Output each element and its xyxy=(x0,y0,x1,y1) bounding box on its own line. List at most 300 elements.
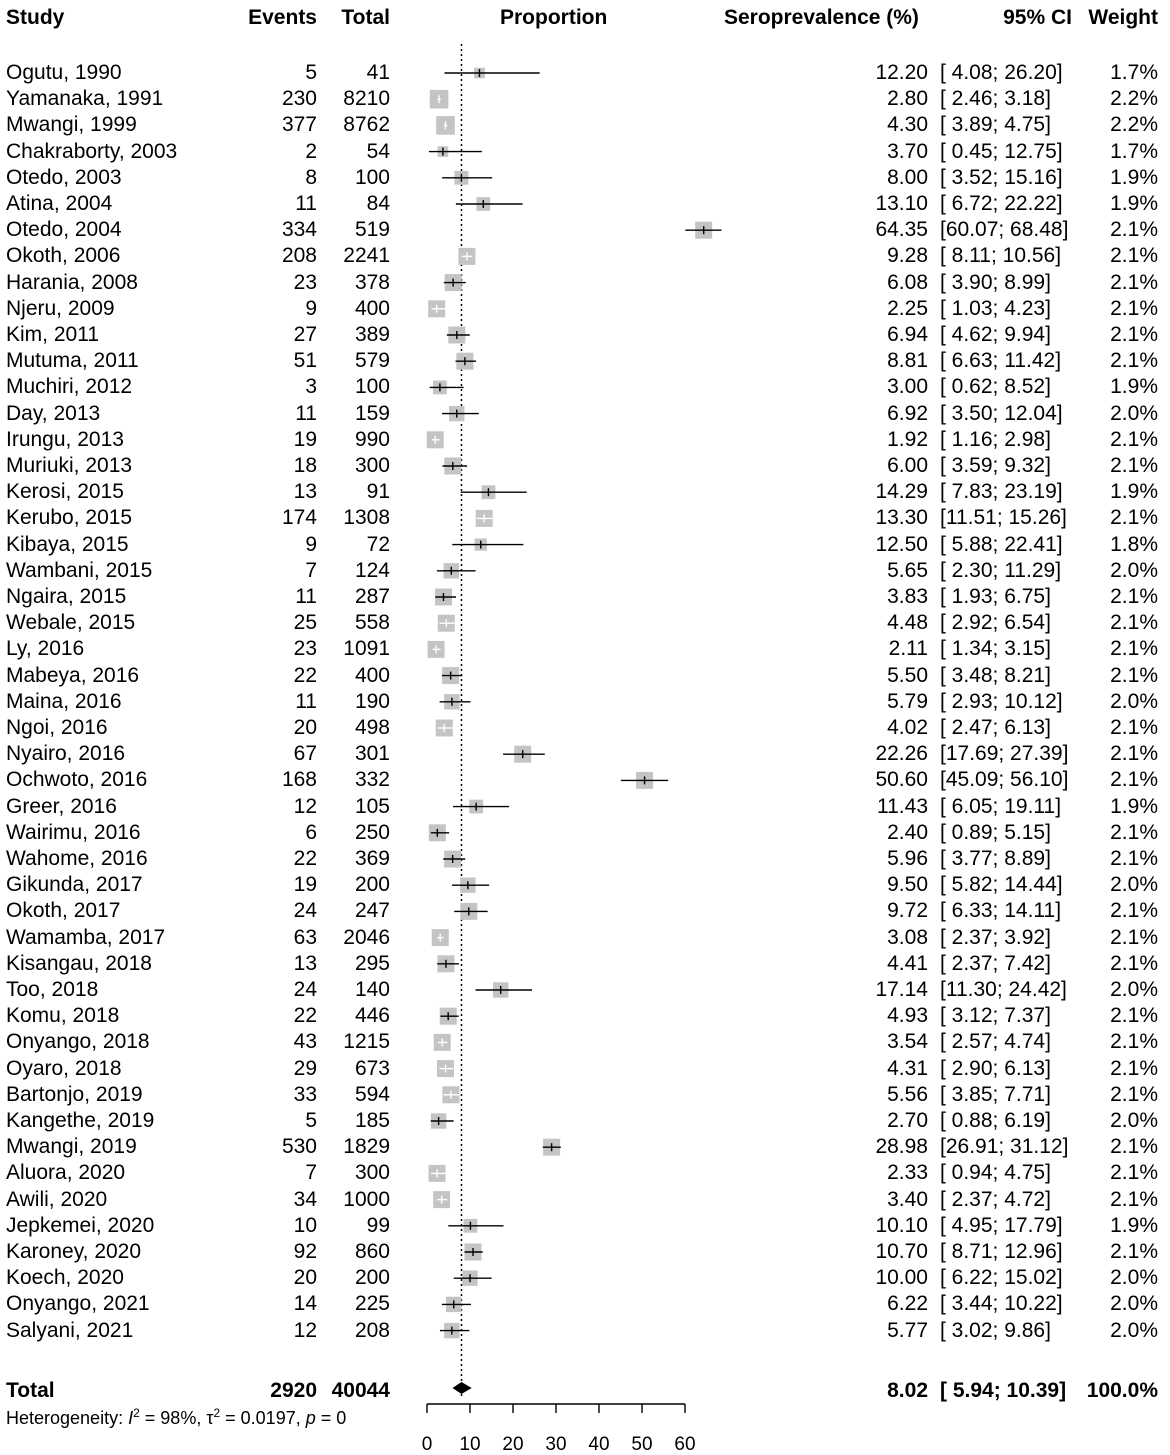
study-name: Harania, 2008 xyxy=(6,270,138,294)
study-name: Kibaya, 2015 xyxy=(6,532,129,556)
study-ci: [ 3.12; 7.37] xyxy=(940,1004,1051,1028)
x-axis-tick-label: 50 xyxy=(631,1434,653,1455)
study-weight: 2.1% xyxy=(1110,349,1158,373)
study-name: Mwangi, 1999 xyxy=(6,113,137,137)
study-ci: [ 0.89; 5.15] xyxy=(940,820,1051,844)
study-events: 230 xyxy=(281,87,317,111)
study-weight: 1.9% xyxy=(1110,165,1158,189)
study-weight: 2.2% xyxy=(1110,87,1158,111)
x-axis-tick-label: 0 xyxy=(421,1434,433,1455)
het-tau-symbol: τ xyxy=(206,1408,214,1428)
study-total: 1308 xyxy=(343,506,390,530)
study-name: Kangethe, 2019 xyxy=(6,1109,155,1132)
x-axis-tick-label: 20 xyxy=(502,1434,524,1455)
study-ci: [ 2.37; 3.92] xyxy=(940,925,1051,949)
study-weight: 1.9% xyxy=(1110,480,1158,504)
study-name: Ly, 2016 xyxy=(6,637,85,661)
study-ci: [26.91; 31.12] xyxy=(940,1135,1069,1159)
study-weight: 2.0% xyxy=(1110,689,1158,713)
study-total: 72 xyxy=(366,532,390,556)
het-prefix: Heterogeneity: xyxy=(6,1408,129,1428)
study-total: 54 xyxy=(366,139,390,163)
study-estimate: 4.93 xyxy=(887,1004,928,1028)
total-total: 40044 xyxy=(331,1379,390,1402)
study-events: 19 xyxy=(293,873,317,897)
study-events: 20 xyxy=(293,1266,317,1290)
study-total: 1000 xyxy=(343,1187,390,1211)
study-ci: [ 4.08; 26.20] xyxy=(940,61,1063,84)
study-weight: 1.9% xyxy=(1110,192,1158,215)
study-events: 24 xyxy=(293,899,317,923)
study-name: Nyairo, 2016 xyxy=(6,742,126,766)
study-ci: [ 3.02; 9.86] xyxy=(940,1318,1051,1342)
study-ci: [45.09; 56.10] xyxy=(940,768,1069,792)
study-name: Njeru, 2009 xyxy=(6,296,115,320)
study-total: 990 xyxy=(354,427,390,451)
study-name: Kerosi, 2015 xyxy=(6,480,124,504)
study-events: 22 xyxy=(293,847,317,870)
study-name: Awili, 2020 xyxy=(6,1187,108,1211)
study-events: 25 xyxy=(293,611,317,635)
total-events: 2920 xyxy=(270,1379,317,1402)
study-weight: 2.0% xyxy=(1110,1266,1158,1290)
study-name: Wamamba, 2017 xyxy=(6,925,166,949)
study-estimate: 3.00 xyxy=(887,375,928,399)
header-events: Events xyxy=(248,6,317,29)
study-ci: [ 1.03; 4.23] xyxy=(940,296,1051,320)
total-ci: [ 5.94; 10.39] xyxy=(940,1379,1067,1402)
study-events: 530 xyxy=(281,1135,317,1159)
study-total: 1091 xyxy=(343,637,390,661)
study-estimate: 3.70 xyxy=(887,139,928,163)
study-events: 7 xyxy=(305,558,317,582)
study-estimate: 1.92 xyxy=(887,427,928,451)
study-ci: [17.69; 27.39] xyxy=(940,742,1069,766)
study-estimate: 9.50 xyxy=(887,873,928,897)
study-weight: 2.1% xyxy=(1110,1161,1158,1185)
study-estimate: 9.28 xyxy=(887,244,928,268)
study-weight: 2.1% xyxy=(1110,925,1158,949)
study-name: Kerubo, 2015 xyxy=(6,506,133,530)
study-events: 18 xyxy=(293,454,317,477)
study-events: 9 xyxy=(305,296,317,320)
study-weight: 2.1% xyxy=(1110,1004,1158,1028)
study-events: 13 xyxy=(293,480,317,504)
study-total: 2241 xyxy=(343,244,390,268)
study-weight: 2.1% xyxy=(1110,454,1158,477)
study-total: 8210 xyxy=(343,87,390,111)
study-name: Karoney, 2020 xyxy=(6,1240,142,1263)
study-weight: 2.0% xyxy=(1110,978,1158,1001)
study-name: Yamanaka, 1991 xyxy=(6,87,164,111)
x-axis-tick-label: 30 xyxy=(545,1434,567,1455)
study-weight: 1.9% xyxy=(1110,1213,1158,1237)
het-p-value: = 0 xyxy=(315,1408,347,1428)
study-name: Otedo, 2003 xyxy=(6,165,122,189)
study-name: Koech, 2020 xyxy=(6,1266,124,1290)
study-events: 334 xyxy=(281,218,317,242)
study-events: 5 xyxy=(305,61,317,84)
study-estimate: 6.22 xyxy=(887,1292,928,1316)
study-events: 33 xyxy=(293,1082,317,1106)
total-weight: 100.0% xyxy=(1086,1379,1158,1402)
study-events: 51 xyxy=(293,349,317,373)
study-estimate: 3.83 xyxy=(887,585,928,608)
study-weight: 2.1% xyxy=(1110,1240,1158,1263)
study-events: 13 xyxy=(293,951,317,975)
study-ci: [ 0.88; 6.19] xyxy=(940,1109,1051,1132)
study-events: 2 xyxy=(305,139,317,163)
study-ci: [ 0.94; 4.75] xyxy=(940,1161,1051,1185)
study-events: 24 xyxy=(293,978,317,1001)
study-weight: 2.1% xyxy=(1110,296,1158,320)
study-total: 225 xyxy=(354,1292,390,1316)
study-events: 63 xyxy=(293,925,317,949)
study-total: 140 xyxy=(354,978,390,1001)
study-name: Ochwoto, 2016 xyxy=(6,768,148,792)
study-ci: [ 8.11; 10.56] xyxy=(940,244,1062,268)
study-ci: [ 6.22; 15.02] xyxy=(940,1266,1063,1290)
study-name: Chakraborty, 2003 xyxy=(6,139,178,163)
study-name: Irungu, 2013 xyxy=(6,427,124,451)
study-weight: 1.7% xyxy=(1110,61,1158,84)
study-estimate: 3.08 xyxy=(887,925,928,949)
study-weight: 1.8% xyxy=(1110,532,1158,556)
study-total: 100 xyxy=(354,165,390,189)
study-estimate: 50.60 xyxy=(875,768,928,792)
study-weight: 2.0% xyxy=(1110,401,1158,425)
het-tau-value: = 0.0197, xyxy=(220,1408,306,1428)
study-ci: [ 1.93; 6.75] xyxy=(940,585,1051,608)
study-estimate: 5.77 xyxy=(887,1318,928,1342)
study-total: 84 xyxy=(366,192,390,215)
study-estimate: 28.98 xyxy=(875,1135,928,1159)
study-estimate: 12.50 xyxy=(875,532,928,556)
study-weight: 2.1% xyxy=(1110,1082,1158,1106)
study-total: 159 xyxy=(354,401,390,425)
study-estimate: 2.70 xyxy=(887,1109,928,1132)
header-ci: 95% CI xyxy=(1003,6,1072,29)
study-estimate: 4.31 xyxy=(887,1056,928,1080)
study-name: Bartonjo, 2019 xyxy=(6,1082,143,1106)
study-total: 200 xyxy=(354,873,390,897)
study-events: 19 xyxy=(293,427,317,451)
study-total: 8762 xyxy=(343,113,390,137)
study-events: 10 xyxy=(293,1213,317,1237)
study-total: 250 xyxy=(354,820,390,844)
study-events: 8 xyxy=(305,165,317,189)
study-events: 20 xyxy=(293,716,317,739)
study-weight: 2.1% xyxy=(1110,270,1158,294)
study-estimate: 5.96 xyxy=(887,847,928,870)
study-weight: 1.9% xyxy=(1110,375,1158,399)
study-ci: [ 2.37; 7.42] xyxy=(940,951,1051,975)
study-weight: 2.0% xyxy=(1110,1292,1158,1316)
study-total: 287 xyxy=(354,585,390,608)
study-ci: [ 2.92; 6.54] xyxy=(940,611,1051,635)
study-total: 300 xyxy=(354,1161,390,1185)
header-total: Total xyxy=(341,6,390,29)
study-name: Gikunda, 2017 xyxy=(6,873,143,897)
study-weight: 2.0% xyxy=(1110,1109,1158,1132)
study-total: 105 xyxy=(354,794,390,818)
study-events: 22 xyxy=(293,1004,317,1028)
study-events: 92 xyxy=(293,1240,317,1263)
study-events: 67 xyxy=(293,742,317,766)
study-total: 400 xyxy=(354,663,390,687)
x-axis-tick-label: 60 xyxy=(674,1434,696,1455)
study-total: 389 xyxy=(354,323,390,346)
study-total: 498 xyxy=(354,716,390,739)
study-total: 190 xyxy=(354,689,390,713)
study-estimate: 2.33 xyxy=(887,1161,928,1185)
study-total: 558 xyxy=(354,611,390,635)
study-events: 12 xyxy=(293,794,317,818)
study-total: 208 xyxy=(354,1318,390,1342)
study-estimate: 3.54 xyxy=(887,1030,928,1054)
study-ci: [ 3.89; 4.75] xyxy=(940,113,1051,137)
study-weight: 2.0% xyxy=(1110,873,1158,897)
study-estimate: 9.72 xyxy=(887,899,928,923)
study-weight: 2.1% xyxy=(1110,899,1158,923)
study-total: 2046 xyxy=(343,925,390,949)
study-weight: 2.1% xyxy=(1110,1030,1158,1054)
study-estimate: 10.10 xyxy=(875,1213,928,1237)
study-estimate: 4.41 xyxy=(887,951,928,975)
study-events: 11 xyxy=(295,689,317,713)
study-ci: [ 1.34; 3.15] xyxy=(940,637,1051,661)
study-estimate: 12.20 xyxy=(875,61,928,84)
study-ci: [ 3.90; 8.99] xyxy=(940,270,1051,294)
het-i2-value: = 98%, xyxy=(139,1408,207,1428)
study-estimate: 5.56 xyxy=(887,1082,928,1106)
study-name: Onyango, 2018 xyxy=(6,1030,150,1054)
study-ci: [ 2.30; 11.29] xyxy=(940,558,1062,582)
study-ci: [ 3.44; 10.22] xyxy=(940,1292,1063,1316)
study-estimate: 3.40 xyxy=(887,1187,928,1211)
study-ci: [ 6.72; 22.22] xyxy=(940,192,1063,215)
study-events: 23 xyxy=(293,270,317,294)
study-name: Day, 2013 xyxy=(6,401,101,425)
study-estimate: 2.25 xyxy=(887,296,928,320)
study-total: 100 xyxy=(354,375,390,399)
study-total: 860 xyxy=(354,1240,390,1263)
study-estimate: 14.29 xyxy=(875,480,928,504)
study-total: 400 xyxy=(354,296,390,320)
header-study: Study xyxy=(6,6,65,29)
study-weight: 2.1% xyxy=(1110,244,1158,268)
header-proportion: Proportion xyxy=(500,6,608,29)
study-ci: [ 3.85; 7.71] xyxy=(940,1082,1051,1106)
study-estimate: 64.35 xyxy=(875,218,928,242)
study-estimate: 8.81 xyxy=(887,349,928,373)
study-weight: 2.1% xyxy=(1110,218,1158,242)
study-weight: 2.1% xyxy=(1110,820,1158,844)
study-ci: [ 0.45; 12.75] xyxy=(940,139,1063,163)
study-ci: [ 4.62; 9.94] xyxy=(940,323,1051,346)
study-events: 377 xyxy=(281,113,317,137)
study-ci: [ 5.88; 22.41] xyxy=(940,532,1063,556)
study-total: 99 xyxy=(366,1213,390,1237)
study-ci: [ 7.83; 23.19] xyxy=(940,480,1063,504)
study-name: Aluora, 2020 xyxy=(6,1161,126,1185)
study-name: Ngaira, 2015 xyxy=(6,585,127,608)
study-events: 27 xyxy=(293,323,317,346)
study-name: Muriuki, 2013 xyxy=(6,454,133,477)
study-events: 23 xyxy=(293,637,317,661)
study-weight: 2.1% xyxy=(1110,663,1158,687)
study-weight: 1.9% xyxy=(1110,794,1158,818)
study-estimate: 8.00 xyxy=(887,165,928,189)
study-total: 41 xyxy=(366,61,390,84)
study-name: Wambani, 2015 xyxy=(6,558,153,582)
study-name: Jepkemei, 2020 xyxy=(6,1213,155,1237)
study-weight: 2.1% xyxy=(1110,1187,1158,1211)
study-total: 673 xyxy=(354,1056,390,1080)
total-label: Total xyxy=(6,1379,55,1402)
study-events: 208 xyxy=(281,244,317,268)
study-ci: [ 3.52; 15.16] xyxy=(940,165,1063,189)
study-ci: [ 5.82; 14.44] xyxy=(940,873,1063,897)
study-ci: [ 1.16; 2.98] xyxy=(940,427,1051,451)
study-estimate: 6.94 xyxy=(887,323,928,346)
study-events: 9 xyxy=(305,532,317,556)
study-total: 301 xyxy=(354,742,390,766)
study-estimate: 5.65 xyxy=(887,558,928,582)
study-estimate: 22.26 xyxy=(875,742,928,766)
total-est: 8.02 xyxy=(887,1379,928,1402)
x-axis-tick-label: 40 xyxy=(588,1434,610,1455)
study-estimate: 13.30 xyxy=(875,506,928,530)
study-total: 1829 xyxy=(343,1135,390,1159)
study-name: Onyango, 2021 xyxy=(6,1292,150,1316)
study-ci: [ 3.59; 9.32] xyxy=(940,454,1051,477)
study-name: Okoth, 2006 xyxy=(6,244,121,268)
study-weight: 2.1% xyxy=(1110,585,1158,608)
study-weight: 2.1% xyxy=(1110,637,1158,661)
pooled-diamond xyxy=(453,1382,472,1394)
study-weight: 2.1% xyxy=(1110,1135,1158,1159)
study-name: Atina, 2004 xyxy=(6,192,113,215)
study-events: 168 xyxy=(281,768,317,792)
study-estimate: 5.50 xyxy=(887,663,928,687)
study-ci: [ 4.95; 17.79] xyxy=(940,1213,1063,1237)
het-i2-symbol: I xyxy=(128,1408,134,1428)
study-ci: [ 2.93; 10.12] xyxy=(940,689,1063,713)
study-total: 1215 xyxy=(343,1030,390,1054)
study-events: 3 xyxy=(305,375,317,399)
study-name: Muchiri, 2012 xyxy=(6,375,133,399)
header-weight: Weight xyxy=(1088,6,1158,29)
study-events: 174 xyxy=(281,506,317,530)
study-estimate: 4.48 xyxy=(887,611,928,635)
heterogeneity-stats: Heterogeneity: $I^2 = 98\%$, $\tau^2 = 0.0197$, p = 0 xyxy=(6,1406,347,1428)
study-weight: 2.1% xyxy=(1110,611,1158,635)
study-estimate: 5.79 xyxy=(887,689,928,713)
study-weight: 2.1% xyxy=(1110,323,1158,346)
study-total: 185 xyxy=(354,1109,390,1132)
study-estimate: 2.80 xyxy=(887,87,928,111)
study-ci: [ 6.63; 11.42] xyxy=(940,349,1062,373)
study-ci: [ 2.37; 4.72] xyxy=(940,1187,1051,1211)
study-ci: [11.51; 15.26] xyxy=(940,506,1067,530)
study-estimate: 6.92 xyxy=(887,401,928,425)
study-total: 579 xyxy=(354,349,390,373)
study-total: 124 xyxy=(354,558,390,582)
x-axis-tick-label: 10 xyxy=(459,1434,481,1455)
study-weight: 2.0% xyxy=(1110,1318,1158,1342)
study-weight: 2.1% xyxy=(1110,742,1158,766)
study-total: 295 xyxy=(354,951,390,975)
study-ci: [ 3.77; 8.89] xyxy=(940,847,1051,870)
study-name: Ogutu, 1990 xyxy=(6,61,122,84)
study-total: 378 xyxy=(354,270,390,294)
study-ci: [60.07; 68.48] xyxy=(940,218,1069,242)
study-estimate: 4.02 xyxy=(887,716,928,739)
study-estimate: 13.10 xyxy=(875,192,928,215)
study-events: 11 xyxy=(295,585,317,608)
study-ci: [ 3.48; 8.21] xyxy=(940,663,1051,687)
study-events: 12 xyxy=(293,1318,317,1342)
study-events: 14 xyxy=(293,1292,317,1316)
study-total: 594 xyxy=(354,1082,390,1106)
study-estimate: 2.40 xyxy=(887,820,928,844)
study-events: 34 xyxy=(293,1187,317,1211)
header-seroprevalence: Seroprevalence (%) xyxy=(724,6,919,29)
study-estimate: 11.43 xyxy=(877,794,928,818)
study-total: 332 xyxy=(354,768,390,792)
het-p-symbol: p xyxy=(305,1408,316,1428)
study-name: Greer, 2016 xyxy=(6,794,117,818)
study-name: Wahome, 2016 xyxy=(6,847,148,870)
study-name: Maina, 2016 xyxy=(6,689,122,713)
study-total: 247 xyxy=(354,899,390,923)
study-ci: [ 3.50; 12.04] xyxy=(940,401,1063,425)
study-estimate: 2.11 xyxy=(888,637,928,661)
study-events: 29 xyxy=(293,1056,317,1080)
study-name: Oyaro, 2018 xyxy=(6,1056,122,1080)
study-name: Ngoi, 2016 xyxy=(6,716,108,739)
study-total: 91 xyxy=(366,480,390,504)
study-ci: [ 2.57; 4.74] xyxy=(940,1030,1051,1054)
study-name: Mwangi, 2019 xyxy=(6,1135,137,1159)
study-name: Otedo, 2004 xyxy=(6,218,122,242)
study-ci: [ 2.47; 6.13] xyxy=(940,716,1051,739)
study-weight: 2.1% xyxy=(1110,768,1158,792)
study-events: 11 xyxy=(295,192,317,215)
study-weight: 2.1% xyxy=(1110,847,1158,870)
study-estimate: 6.00 xyxy=(887,454,928,477)
study-ci: [11.30; 24.42] xyxy=(940,978,1067,1001)
study-weight: 2.1% xyxy=(1110,716,1158,739)
study-ci: [ 0.62; 8.52] xyxy=(940,375,1051,399)
study-weight: 2.1% xyxy=(1110,427,1158,451)
study-events: 7 xyxy=(305,1161,317,1185)
study-total: 519 xyxy=(354,218,390,242)
study-name: Wairimu, 2016 xyxy=(6,820,141,844)
study-name: Salyani, 2021 xyxy=(6,1318,134,1342)
study-ci: [ 2.90; 6.13] xyxy=(940,1056,1051,1080)
study-name: Webale, 2015 xyxy=(6,611,136,635)
study-events: 43 xyxy=(293,1030,317,1054)
study-name: Kisangau, 2018 xyxy=(6,951,152,975)
study-name: Komu, 2018 xyxy=(6,1004,120,1028)
study-ci: [ 8.71; 12.96] xyxy=(940,1240,1063,1263)
study-name: Kim, 2011 xyxy=(6,323,99,346)
study-total: 446 xyxy=(354,1004,390,1028)
study-name: Mabeya, 2016 xyxy=(6,663,140,687)
study-estimate: 6.08 xyxy=(887,270,928,294)
